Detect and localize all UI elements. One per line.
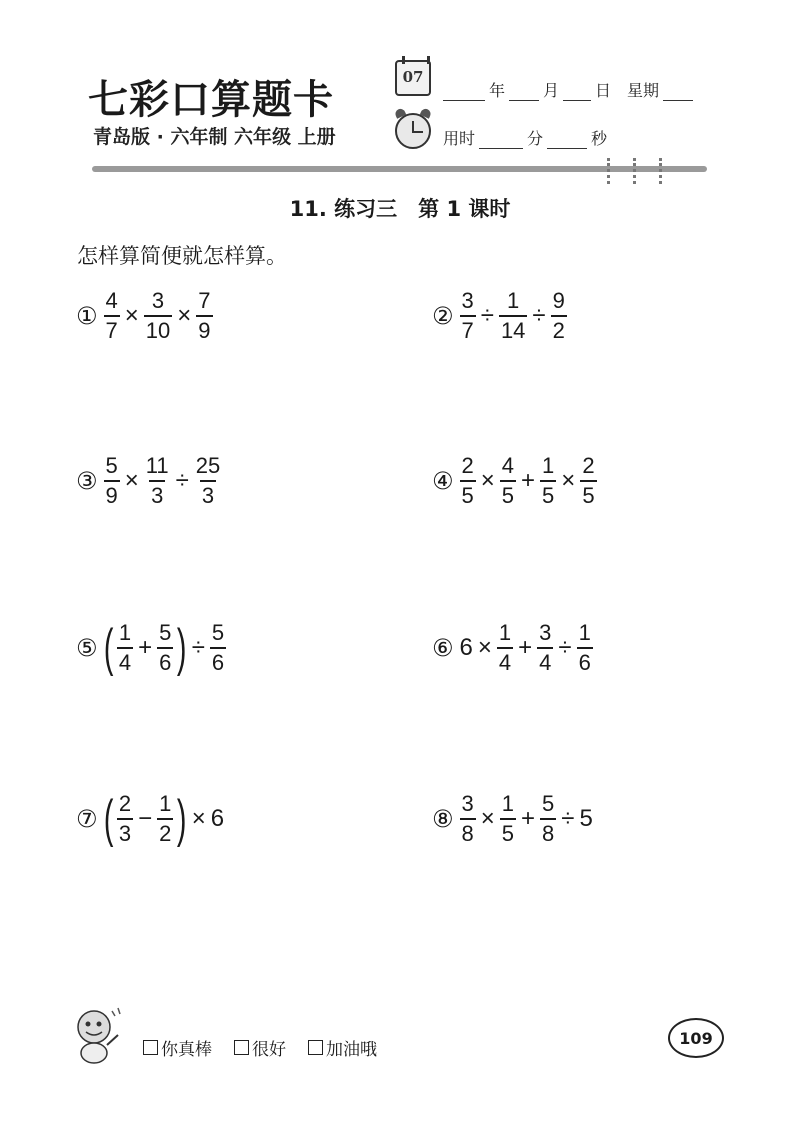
weekday-label: 星期 xyxy=(627,81,660,100)
fraction xyxy=(194,455,222,507)
operator: ÷ xyxy=(191,634,205,661)
numerator: 2 xyxy=(461,453,474,478)
fraction xyxy=(144,455,171,507)
problem-7 xyxy=(76,790,226,848)
lesson-title: 11. 练习三 第 1 课时 xyxy=(289,197,511,221)
denominator: 6 xyxy=(157,647,173,674)
numerator: 1 xyxy=(507,288,520,313)
fraction xyxy=(144,290,172,342)
month-blank[interactable] xyxy=(509,82,539,101)
problem-2 xyxy=(432,290,569,342)
denominator: 6 xyxy=(210,647,226,674)
operator: × xyxy=(480,467,495,494)
seconds-blank[interactable] xyxy=(547,130,587,149)
operator: + xyxy=(518,634,533,661)
denominator: 2 xyxy=(551,315,567,342)
rating-option-good[interactable]: 很好 xyxy=(234,1035,286,1060)
denominator: 3 xyxy=(117,818,133,845)
problem-number: ④ xyxy=(432,467,454,495)
denominator: 10 xyxy=(144,315,172,342)
time-fields xyxy=(443,126,607,149)
rating-option-great[interactable]: 你真棒 xyxy=(143,1035,212,1060)
year-blank[interactable] xyxy=(443,82,485,101)
problem-3 xyxy=(76,455,224,507)
denominator: 6 xyxy=(577,647,593,674)
denominator: 9 xyxy=(196,315,212,342)
operator: × xyxy=(480,805,495,832)
fraction xyxy=(104,290,120,342)
problem-6 xyxy=(432,622,595,674)
month-label: 月 xyxy=(543,81,560,100)
divider-bead xyxy=(659,158,668,184)
problem-8 xyxy=(432,793,595,845)
minutes-blank[interactable] xyxy=(479,130,523,149)
operator: × xyxy=(477,634,492,661)
mascot-icon xyxy=(70,1005,125,1065)
fraction xyxy=(460,290,476,342)
denominator: 2 xyxy=(157,818,173,845)
fraction xyxy=(210,622,226,674)
operator: ÷ xyxy=(558,634,572,661)
operator: ÷ xyxy=(175,467,189,494)
year-label: 年 xyxy=(489,81,506,100)
self-rating xyxy=(143,1035,377,1060)
problem-number: ① xyxy=(76,302,98,330)
rating-option-keep-going[interactable]: 加油哦 xyxy=(308,1035,377,1060)
numerator: 2 xyxy=(118,791,132,816)
weekday-blank[interactable] xyxy=(663,82,693,101)
date-fields xyxy=(443,78,693,101)
numerator: 5 xyxy=(159,620,172,645)
numerator: 5 xyxy=(211,620,225,645)
problem-4 xyxy=(432,455,599,507)
operator: − xyxy=(138,805,153,832)
fraction xyxy=(540,793,556,845)
fraction xyxy=(551,290,567,342)
numerator: 1 xyxy=(498,620,512,645)
fraction xyxy=(577,622,593,674)
denominator: 3 xyxy=(149,480,165,507)
numerator: 3 xyxy=(461,288,474,313)
fraction xyxy=(500,793,516,845)
numerator: 7 xyxy=(198,288,211,313)
numerator: 5 xyxy=(105,453,118,478)
day-blank[interactable] xyxy=(563,82,591,101)
operator: × xyxy=(124,302,139,329)
operator: ÷ xyxy=(532,302,546,329)
denominator: 8 xyxy=(460,818,476,845)
denominator: 5 xyxy=(500,818,516,845)
denominator: 5 xyxy=(460,480,476,507)
numerator: 1 xyxy=(118,620,132,645)
operator: + xyxy=(521,805,536,832)
problem-number: ⑥ xyxy=(432,634,454,662)
divider-bead xyxy=(607,158,616,184)
denominator: 7 xyxy=(104,315,120,342)
numerator: 5 xyxy=(542,791,555,816)
edition-label: 青岛版 · 六年制 六年级 上册 xyxy=(93,126,336,148)
operator: + xyxy=(138,634,153,661)
brand-title: 七彩口算题卡 xyxy=(88,77,334,123)
fraction xyxy=(460,793,476,845)
denominator: 8 xyxy=(540,818,556,845)
fraction xyxy=(497,622,513,674)
numerator: 25 xyxy=(195,453,221,478)
seconds-label: 秒 xyxy=(591,129,608,148)
denominator: 5 xyxy=(500,480,516,507)
fraction xyxy=(540,455,556,507)
problem-number: ⑦ xyxy=(76,805,98,833)
numerator: 4 xyxy=(501,453,515,478)
parenthesis: ( xyxy=(103,790,113,848)
fraction xyxy=(157,793,173,845)
numerator: 1 xyxy=(501,791,515,816)
calendar-number: 07 xyxy=(402,68,424,86)
fraction xyxy=(500,455,516,507)
parenthesis: ) xyxy=(177,619,187,677)
operator: × xyxy=(124,467,139,494)
denominator: 5 xyxy=(580,480,596,507)
problem-5 xyxy=(76,619,228,677)
operator: × xyxy=(191,805,206,832)
day-label: 日 xyxy=(595,81,612,100)
numerator: 1 xyxy=(542,453,555,478)
denominator: 5 xyxy=(540,480,556,507)
denominator: 3 xyxy=(200,480,216,507)
denominator: 14 xyxy=(499,315,527,342)
page-number: 109 xyxy=(668,1018,724,1058)
parenthesis: ) xyxy=(177,790,187,848)
operator: ÷ xyxy=(480,302,494,329)
fraction xyxy=(117,622,133,674)
integer: 6 xyxy=(459,634,473,661)
numerator: 3 xyxy=(461,791,474,816)
parenthesis: ( xyxy=(103,619,113,677)
time-used-label: 用时 xyxy=(443,129,476,148)
operator: × xyxy=(177,302,192,329)
rating-checkbox[interactable] xyxy=(143,1040,158,1055)
calendar-icon xyxy=(395,60,431,96)
denominator: 4 xyxy=(117,647,133,674)
rating-checkbox[interactable] xyxy=(308,1040,323,1055)
fraction xyxy=(104,455,120,507)
denominator: 4 xyxy=(497,647,513,674)
fraction xyxy=(157,622,173,674)
problem-number: ⑧ xyxy=(432,805,454,833)
problem-1 xyxy=(76,290,215,342)
numerator: 2 xyxy=(582,453,595,478)
alarm-clock-icon xyxy=(395,113,431,149)
fraction xyxy=(460,455,476,507)
problem-number: ③ xyxy=(76,467,98,495)
operator: × xyxy=(561,467,576,494)
operator: ÷ xyxy=(561,805,575,832)
problem-number: ⑤ xyxy=(76,634,98,662)
fraction xyxy=(537,622,553,674)
minutes-label: 分 xyxy=(527,129,544,148)
instruction: 怎样算简便就怎样算。 xyxy=(77,244,287,268)
problem-number: ② xyxy=(432,302,454,330)
numerator: 1 xyxy=(159,791,172,816)
fraction xyxy=(196,290,212,342)
fraction xyxy=(499,290,527,342)
denominator: 9 xyxy=(104,480,120,507)
numerator: 3 xyxy=(151,288,165,313)
fraction xyxy=(580,455,596,507)
numerator: 4 xyxy=(105,288,118,313)
divider-bead xyxy=(633,158,642,184)
numerator: 9 xyxy=(552,288,565,313)
rating-checkbox[interactable] xyxy=(234,1040,249,1055)
numerator: 11 xyxy=(145,453,169,478)
fraction xyxy=(117,793,133,845)
denominator: 7 xyxy=(460,315,476,342)
denominator: 4 xyxy=(537,647,553,674)
integer: 6 xyxy=(210,805,225,832)
numerator: 1 xyxy=(578,620,591,645)
numerator: 3 xyxy=(539,620,552,645)
operator: + xyxy=(521,467,536,494)
integer: 5 xyxy=(579,805,593,832)
